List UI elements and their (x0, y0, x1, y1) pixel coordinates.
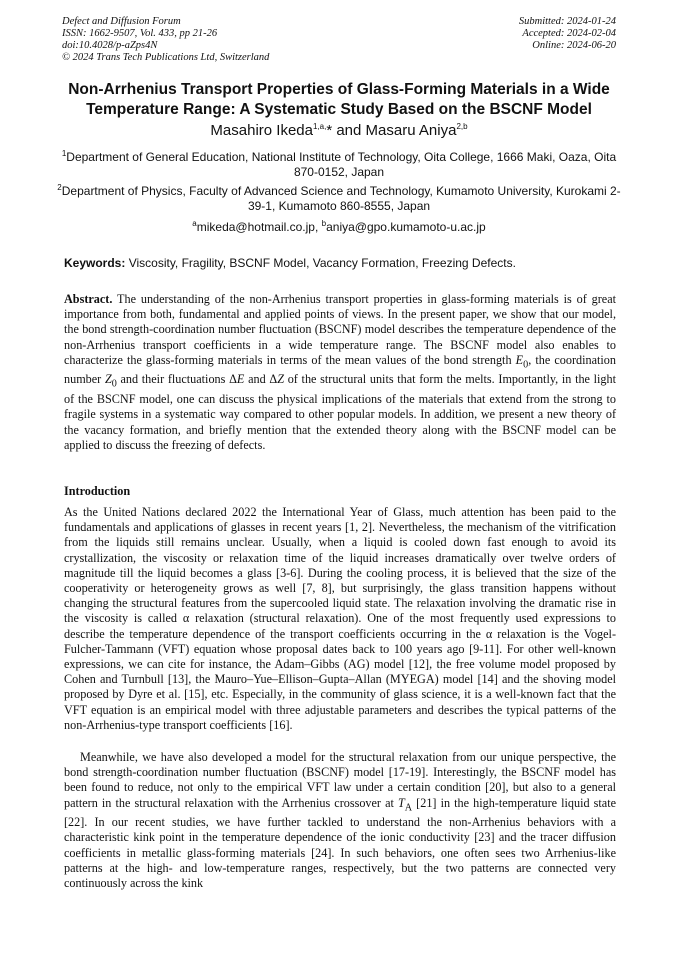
abstract-text-4: and Δ (244, 372, 278, 387)
e0-subscript: 0 (523, 359, 529, 371)
abstract-text-1: The understanding of the non-Arrhenius transport properties in glass-forming materials is of great importance from both, fundamental and applied points of views. In the present paper, we show that our model, the bond strength-coordination number fluctuation (BSCNF) model describes the temperature dependence of the non-Arrhenius transport coefficients in a wide temperature range. The BSCNF model also enables to characterize the glass-forming materials in terms of the mean values of the bond strength (64, 292, 616, 367)
email-b-mark: b (321, 219, 327, 228)
abstract-paragraph (64, 292, 616, 453)
keywords-line (64, 256, 616, 271)
affiliation-1-text: Department of General Education, National Institute of Technology, Oita College, 1666 Maki, Oaza, Oita 870-0152, Japan (66, 150, 617, 179)
issn-line: ISSN: 1662-9507, Vol. 433, pp 21-26 (62, 28, 218, 39)
e0-symbol: E (515, 352, 524, 367)
email-b[interactable]: aniya@gpo.kumamoto-u.ac.jp (326, 220, 486, 234)
journal-header-right (519, 16, 616, 52)
keywords-label: Keywords: (64, 256, 126, 270)
author-2-name: Masaru Aniya (365, 122, 457, 139)
abstract-text-3: and their fluctuations Δ (116, 372, 237, 387)
affiliation-2-mark: 2 (57, 183, 62, 192)
abstract-label: Abstract. (64, 292, 113, 306)
abstract-text-2: , the coordination number (64, 352, 616, 387)
email-separator: , (314, 220, 322, 234)
intro-paragraph-1: As the United Nations declared 2022 the International Year of Glass, much attention has been paid to the fundamentals and applications of glasses in recent years [1, 2]. Nevertheless, the mechanism of the vitrification from the liquids still remains unclear. Usually, when a liquid is cooled down fast enough to avoid its crystallization, the viscosity or relaxation time of the liquid increases dramatically over twelve orders of magnitude till the liquid becomes a glass [3-6]. During the cooling process, it is believed that the size of the cooperativity or heterogeneity grows as well [7, 8], but surprisingly, the glass transition happens without changing the structural features from the supercooled liquid state. The relaxation involving the dramatic rise in the viscosity is called α relaxation (structural relaxation). One of the most frequently used expressions to describe the temperature dependence of the transport coefficients occurring in the α relaxation is the Vogel-Fulcher-Tammann (VFT) equation whose proposal dates back to 100 years ago [9-11]. For other well-known expressions, we can cite for instance, the Adam–Gibbs (AG) model [12], the free volume model proposed by Cohen and Turnbull [13], the Mauro–Yue–Ellison–Gupta–Allan (MYEGA) model [14] and the shoving model proposed by Dyre et al. [15], etc. Especially, in the community of glass science, it is a well-known fact that the VFT equation is an empirical model with three adjustable parameters and describes the typical patterns of the non-Arrhenius-type transport coefficients [16]. (64, 505, 616, 732)
affiliation-1 (50, 150, 628, 180)
introduction-heading: Introduction (64, 484, 131, 498)
intro-paragraph-2 (64, 750, 616, 891)
online-date: Online: 2024-06-20 (532, 40, 616, 51)
doi-line: doi:10.4028/p-aZps4N (62, 40, 158, 51)
email-line (50, 220, 628, 235)
author-1-affil-mark: 1,a, (312, 122, 327, 131)
intro-p2-text-b: [21] in the high-temperature liquid state [22]. In our recent studies, we have further tackled to understand the non-Arrhenius behaviors with a characteristic kink point in the temperature dependence of the ionic conductivity [23] and the tracer diffusion coefficients in metallic glass-forming materials [24]. In such behaviors, one often sees two Arrhenius-like patterns at the high- and low-temperature ranges, respectively, but the two patterns are connected very continuously across the kink (64, 795, 616, 891)
affiliation-2 (50, 184, 628, 214)
author-and: and (332, 122, 366, 139)
delta-e-symbol: E (236, 372, 245, 387)
ta-subscript: A (404, 802, 413, 814)
z0-symbol: Z (104, 372, 112, 387)
affiliation-2-text: Department of Physics, Faculty of Advanced Science and Technology, Kumamoto University, Kurokami 2-39-1, Kumamoto 860-8555, Japan (61, 184, 621, 213)
author-1-name: Masahiro Ikeda (210, 122, 313, 139)
abstract-text-5: of the structural units that form the melts. Importantly, in the light of the BSCNF model, one can discuss the physical implications of the materials that extend from the strong to fragile systems in a systematic way compared to other popular models. In addition, we present a new theory of the vacancy formation, and briefly mention that the extended theory along with the BSCNF model can be applied to discuss the freezing of defects. (64, 372, 617, 452)
title-line-1: Non-Arrhenius Transport Properties of Glass-Forming Materials in a Wide (68, 81, 610, 98)
z0-subscript: 0 (111, 378, 117, 390)
ta-symbol: T (397, 795, 405, 810)
copyright-line: © 2024 Trans Tech Publications Ltd, Switzerland (62, 52, 270, 63)
email-a[interactable]: mikeda@hotmail.co.jp (196, 220, 315, 234)
affiliation-1-mark: 1 (61, 149, 67, 158)
delta-z-symbol: Z (277, 372, 284, 387)
journal-name: Defect and Diffusion Forum (62, 16, 181, 27)
corresponding-star: * (326, 122, 333, 139)
submitted-date: Submitted: 2024-01-24 (518, 16, 616, 27)
paper-title (50, 80, 628, 120)
title-line-2: Temperature Range: A Systematic Study Based on the BSCNF Model (86, 101, 592, 118)
journal-header-left (62, 16, 269, 64)
email-a-mark: a (192, 219, 197, 228)
accepted-date: Accepted: 2024-02-04 (522, 28, 616, 39)
keywords-text: Viscosity, Fragility, BSCNF Model, Vacancy Formation, Freezing Defects. (125, 256, 516, 270)
author-list (40, 122, 638, 140)
intro-p2-text-a: Meanwhile, we have also developed a model for the structural relaxation from our unique perspective, the bond strength-coordination number fluctuation (BSCNF) model [17-19]. Interestingly, the BSCNF model has been found to reduce, not only to the empirical VFT law under a certain condition [20], but also to a general pattern in the structural relaxation with the Arrhenius crossover at (64, 750, 616, 810)
author-2-affil-mark: 2,b (456, 122, 468, 131)
